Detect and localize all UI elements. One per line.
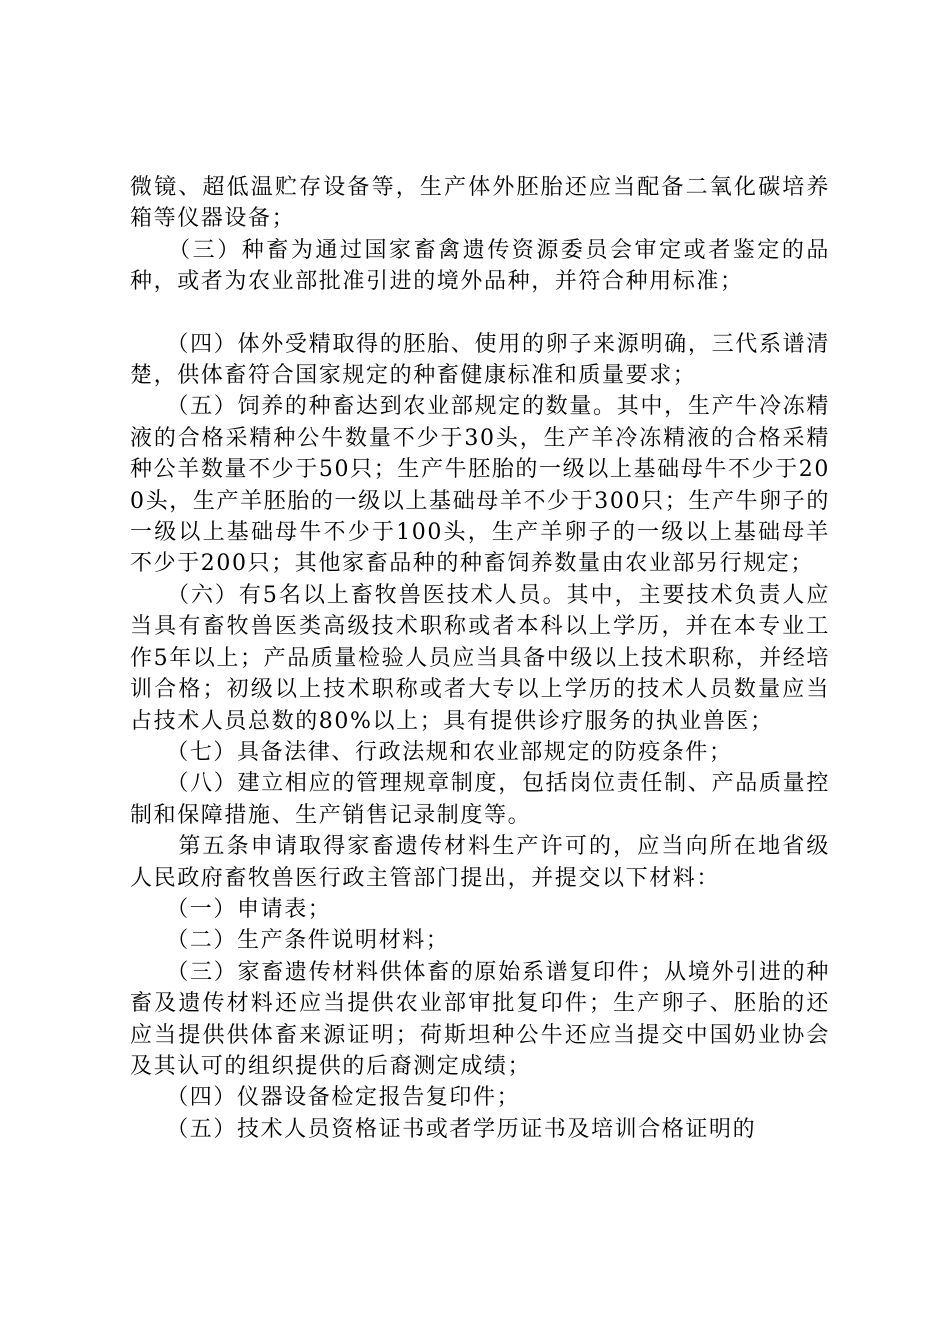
- paragraph-item-3-breed: （三）种畜为通过国家畜禽遗传资源委员会审定或者鉴定的品种，或者为农业部批准引进的境外品种，并符合种用标准；: [130, 237, 830, 295]
- paragraph-material-1-application-form: （一）申请表；: [130, 896, 332, 922]
- paragraph-gap: [130, 298, 830, 329]
- paragraph-material-2-conditions: （二）生产条件说明材料；: [130, 928, 450, 954]
- paragraph-item-4-embryo-source: （四）体外受精取得的胚胎、使用的卵子来源明确，三代系谱清楚，供体畜符合国家规定的种畜健康标准和质量要求；: [130, 331, 830, 389]
- paragraph-material-3-pedigree: （三）家畜遗传材料供体畜的原始系谱复印件；从境外引进的种畜及遗传材料还应当提供农业部审批复印件；生产卵子、胚胎的还应当提供供体畜来源证明；荷斯坦种公牛还应当提交中国奶业协会及其认可的组织提供的后裔测定成绩；: [130, 959, 830, 1079]
- paragraph-material-4-inspection-report: （四）仪器设备检定报告复印件；: [130, 1085, 521, 1111]
- paragraph-item-8-management-rules: （八）建立相应的管理规章制度，包括岗位责任制、产品质量控制和保障措施、生产销售记录制度等。: [130, 771, 830, 828]
- paragraph-article-5: 第五条申请取得家畜遗传材料生产许可的，应当向所在地省级人民政府畜牧兽医行政主管部门提出，并提交以下材料：: [130, 834, 830, 891]
- paragraph-equipment-continued: 微镜、超低温贮存设备等，生产体外胚胎还应当配备二氧化碳培养箱等仪器设备；: [130, 175, 830, 232]
- paragraph-material-5-certificates: （五）技术人员资格证书或者学历证书及培训合格证明的: [130, 1116, 757, 1142]
- paragraph-item-5-livestock-quantity: （五）饲养的种畜达到农业部规定的数量。其中，生产牛冷冻精液的合格采精种公牛数量不少于30头，生产羊冷冻精液的合格采精种公羊数量不少于50只；生产牛胚胎的一级以上基础母牛不少于200头，生产羊胚胎的一级以上基础母羊不少于300只；生产牛卵子的一级以上基础母牛不少于100头，生产羊卵子的一级以上基础母羊不少于200只；其他家畜品种的种畜饲养数量由农业部另行规定；: [130, 394, 830, 577]
- paragraph-item-6-technical-staff: （六）有5名以上畜牧兽医技术人员。其中，主要技术负责人应当具有畜牧兽医类高级技术职称或者本科以上学历，并在本专业工作5年以上；产品质量检验人员应当具备中级以上技术职称，并经培训合格；初级以上技术职称或者大专以上学历的技术人员数量应当占技术人员总数的80%以上；具有提供诊疗服务的执业兽医；: [130, 582, 830, 734]
- paragraph-item-7-epidemic-prevention: （七）具备法律、行政法规和农业部规定的防疫条件；: [130, 739, 733, 765]
- document-page: [130, 172, 830, 1145]
